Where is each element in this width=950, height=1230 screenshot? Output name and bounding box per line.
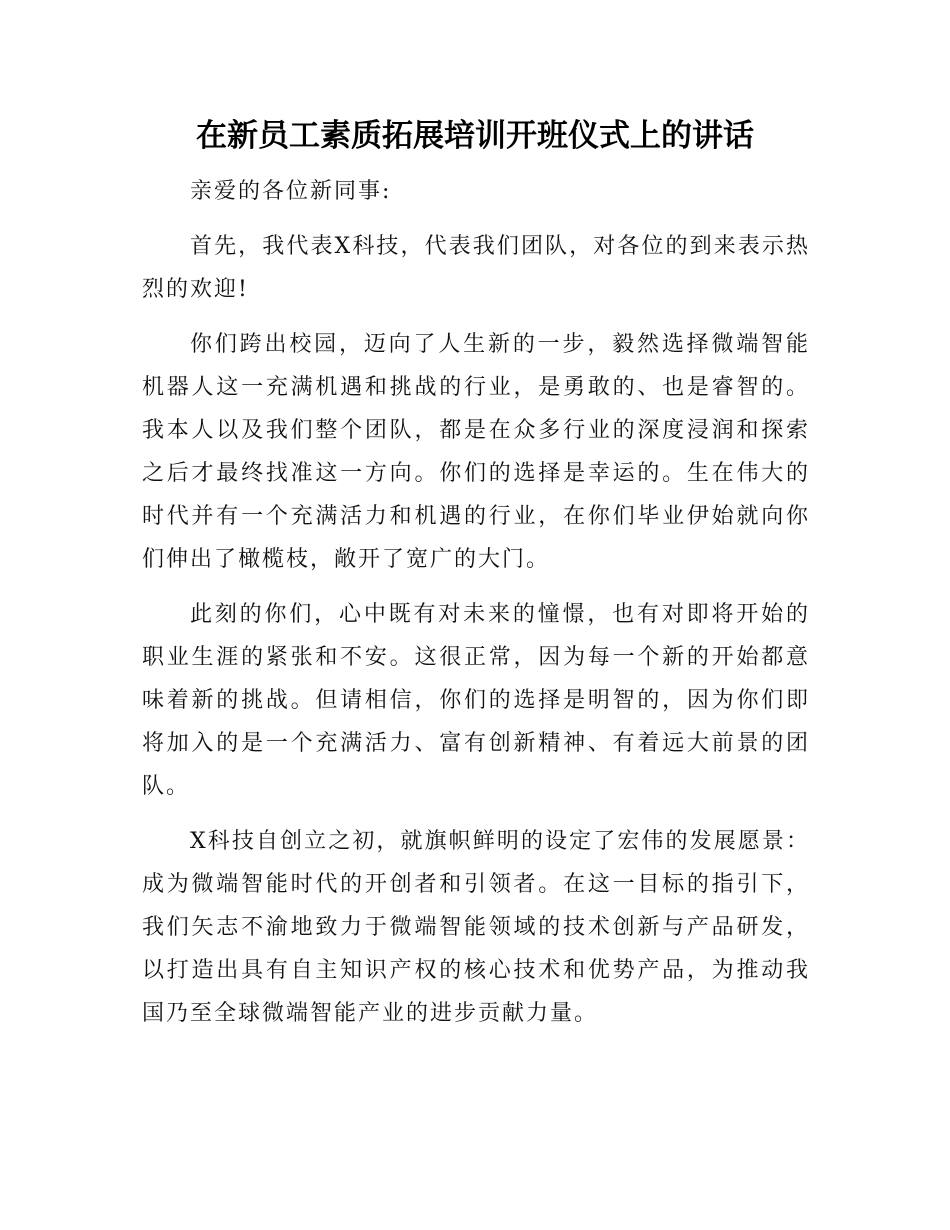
paragraph-welcome: 首先，我代表X科技，代表我们团队，对各位的到来表示热烈的欢迎! [142,234,810,302]
document-body [142,170,810,1047]
paragraph-vision: X科技自创立之初，就旗帜鲜明的设定了宏伟的发展愿景：成为微端智能时代的开创者和引领者。在这一目标的指引下，我们矢志不渝地致力于微端智能领域的技术创新与产品研发，以打造出具有自主知识产权的核心技术和优势产品，为推动我国乃至全球微端智能产业的进步贡献力量。 [142,829,810,1026]
paragraph-feelings: 此刻的你们，心中既有对未来的憧憬，也有对即将开始的职业生涯的紧张和不安。这很正常，因为每一个新的开始都意味着新的挑战。但请相信，你们的选择是明智的，因为你们即将加入的是一个充满活力、富有创新精神、有着远大前景的团队。 [142,602,810,799]
paragraph-choice: 你们跨出校园，迈向了人生新的一步，毅然选择微端智能机器人这一充满机遇和挑战的行业，是勇敢的、也是睿智的。我本人以及我们整个团队，都是在众多行业的深度浸润和探索之后才最终找准这一方向。你们的选择是幸运的。生在伟大的时代并有一个充满活力和机遇的行业，在你们毕业伊始就向你们伸出了橄榄枝，敞开了宽广的大门。 [142,332,810,572]
salutation: 亲爱的各位新同事: [190,179,392,204]
document-title: 在新员工素质拓展培训开班仪式上的讲话 [196,118,754,154]
